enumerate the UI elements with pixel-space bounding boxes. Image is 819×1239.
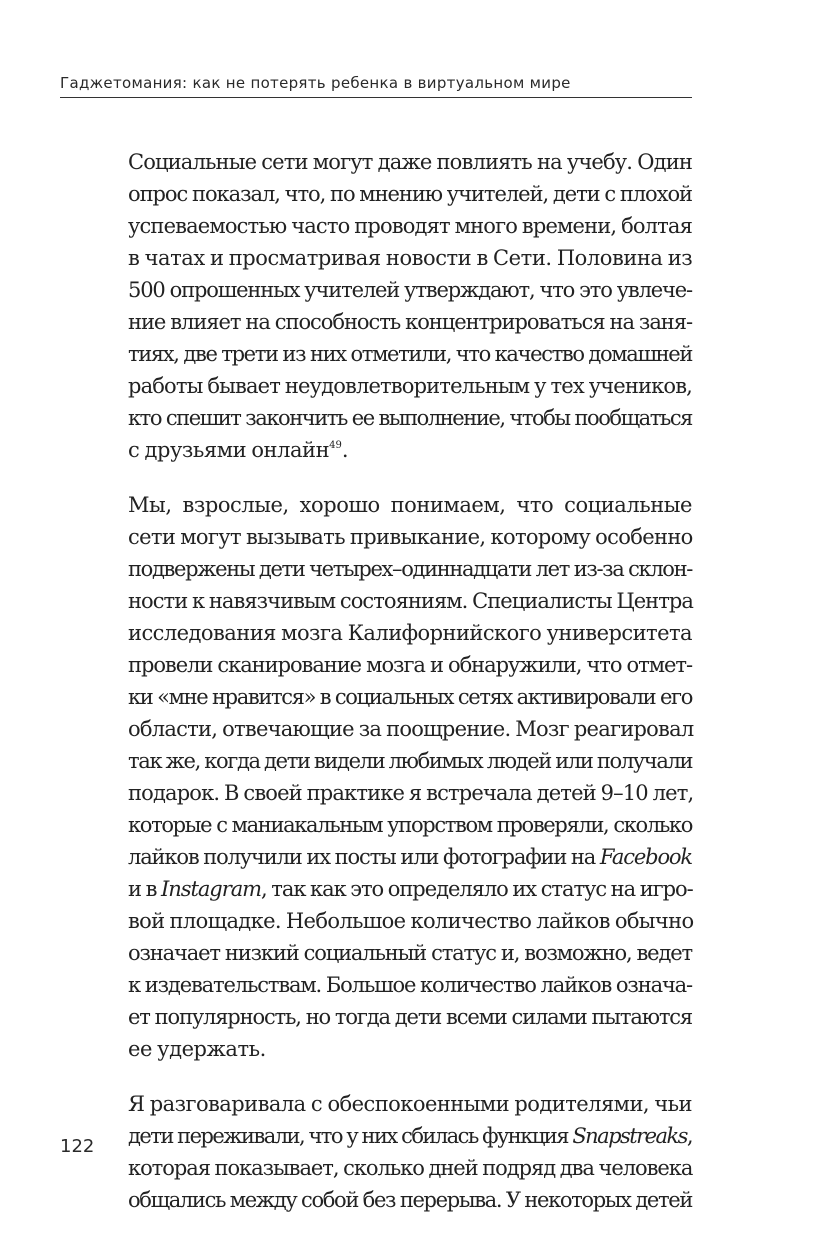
text-line: подарок. В своей практике я встречала детей 9–10 лет, [128,781,694,805]
italic-term: Snapstreaks [572,1124,687,1148]
text-line: подвержены дети четырех–одиннадцати лет из-за склон- [128,557,692,581]
text-line: которая показывает, сколько дней подряд два человека [128,1156,693,1180]
italic-term: Facebook [599,845,692,869]
text-run: , [686,1124,692,1148]
text-line: успеваемостью часто проводят много времени, болтая [128,214,692,238]
text-line: Социальные сети могут даже повлиять на учебу. Один [128,150,692,174]
running-head: Гаджетомания: как не потерять ребенка в виртуальном мире [60,74,571,92]
text-line [128,841,692,873]
text-line [128,434,692,466]
text-line: ки «мне нравится» в социальных сетях активировали его [128,685,692,709]
text-line: провели сканирование мозга и обнаружили, что отмет- [128,653,692,677]
paragraph-2 [128,489,692,1065]
text-line: ности к навязчивым состояниям. Специалисты Центра [128,589,693,613]
text-line: вой площадке. Небольшое количество лайков обычно [128,909,694,933]
text-run: лайков получили их посты или фотографии на [128,845,596,869]
text-line: Мы, взрослые, хорошо понимаем, что социальные [128,493,692,517]
text-line: ее удержать. [128,1037,266,1061]
text-line: сети могут вызывать привыкание, которому особенно [128,525,693,549]
paragraph-1 [128,146,692,466]
text-line [128,1120,692,1152]
text-line: Я разговаривала с обеспокоенными родителями, чьи [128,1092,692,1116]
text-line: общались между собой без перерыва. У некоторых детей [128,1188,692,1212]
text-run: с друзьями онлайн [128,438,330,462]
text-line: которые с маниакальным упорством проверяли, сколько [128,813,692,837]
paragraph-3 [128,1088,692,1216]
text-line: работы бывает неудовлетворительным у тех учеников, [128,374,692,398]
text-line: кто спешит закончить ее выполнение, чтобы пообщаться [128,406,692,430]
text-run: . [341,438,349,462]
text-run: дети переживали, что у них сбилась функция [128,1124,568,1148]
text-line: 500 опрошенных учителей утверждают, что это увлече- [128,278,692,302]
text-line: означает низкий социальный статус и, возможно, ведет [128,941,692,965]
header-rule [60,97,692,98]
text-line: исследования мозга Калифорнийского университета [128,621,692,645]
text-run: , так как это определяло их статус на игро- [261,877,693,901]
footnote-ref[interactable]: 49 [329,440,342,451]
page-number: 122 [60,1136,95,1157]
body-text [128,146,692,1239]
text-line: области, отвечающие за поощрение. Мозг реагировал [128,717,694,741]
text-line: тиях, две трети из них отметили, что качество домашней [128,342,692,366]
text-line: ет популярность, но тогда дети всеми силами пытаются [128,1005,692,1029]
text-line: так же, когда дети видели любимых людей или получали [128,749,693,773]
text-line: к издевательствам. Большое количество лайков означа- [128,973,692,997]
text-line [128,873,692,905]
text-run: и в [128,877,157,901]
text-line: в чатах и просматривая новости в Сети. Половина из [128,246,693,270]
italic-term: Instagram [161,877,262,901]
text-line: опрос показал, что, по мнению учителей, дети с плохой [128,182,692,206]
text-line: ние влияет на способность концентрироваться на заня- [128,310,692,334]
